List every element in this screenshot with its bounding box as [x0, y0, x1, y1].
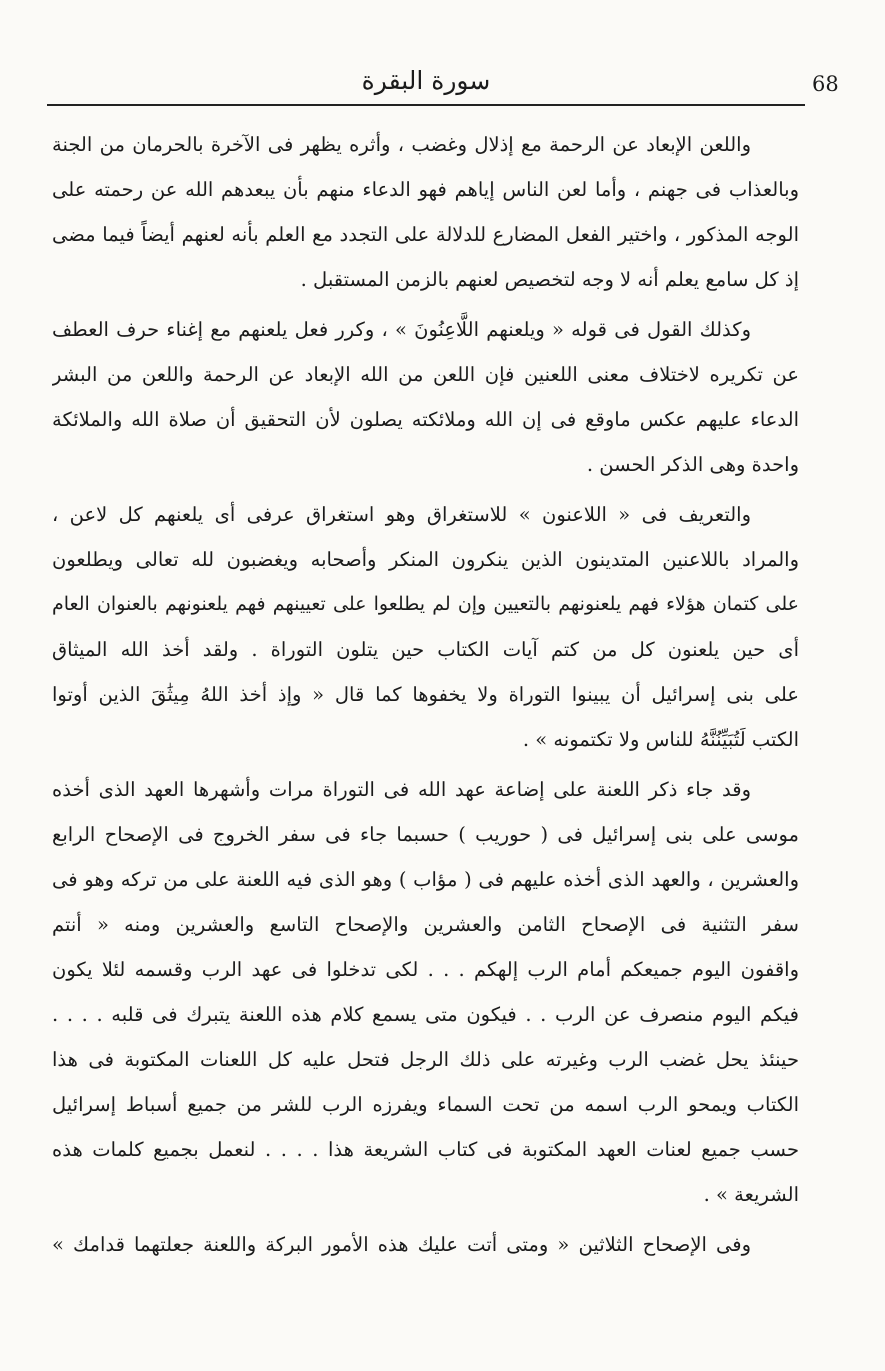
text-line: فيكم اليوم منصرف عن الرب . . فيكون متى يسمع كلام هذه اللعنة يتبرك فى قلبه . . . . — [52, 1003, 799, 1026]
text-line: الشريعة » . — [703, 1183, 799, 1206]
text-line: واللعن الإبعاد عن الرحمة مع إذلال وغضب ، وأثره يظهر فى الآخرة بالحرمان من الجنة — [52, 133, 751, 156]
text-line: وفى الإصحاح الثلاثين « ومتى أتت عليك هذه الأمور البركة واللعنة جعلتهما قدامك » — [52, 1233, 751, 1256]
paragraph — [52, 307, 799, 487]
text-line: وقد جاء ذكر اللعنة على إضاعة عهد الله فى التوراة مرات وأشهرها العهد الذى أخذه — [52, 778, 751, 801]
text-line: موسى على بنى إسرائيل فى ( حوريب ) حسبما جاء فى سفر الخروج فى الإصحاح الرابع — [52, 823, 799, 846]
text-line: سفر التثنية فى الإصحاح الثامن والعشرين والإصحاح التاسع والعشرين ومنه « أنتم — [52, 913, 799, 936]
text-line: على كتمان هؤلاء فهم يلعنونهم بالتعيين وإن لم يطلعوا على تعيينهم فهم يلعنونهم بالعنوان العام — [52, 593, 799, 615]
text-line: حسب جميع لعنات العهد المكتوبة فى كتاب الشريعة هذا . . . . لنعمل بجميع كلمات هذه — [52, 1138, 799, 1161]
body-text — [52, 122, 799, 1267]
running-title: سورة البقرة — [361, 66, 491, 95]
text-line: عن تكريره لاختلاف معنى اللعنين فإن اللعن من الله الإبعاد عن الرحمة واللعن من البشر — [52, 363, 799, 386]
text-line: والتعريف فى « اللاعنون » للاستغراق وهو استغراق عرفى أى يلعنهم كل لاعن ، — [52, 503, 751, 526]
text-line: الوجه المذكور ، واختير الفعل المضارع للدلالة على التجدد مع العلم بأنه لعنهم أيضاً فيما مضى — [52, 223, 799, 246]
paragraph — [52, 492, 799, 762]
text-line: إذ كل سامع يعلم أنه لا وجه لتخصيص لعنهم بالزمن المستقبل . — [300, 268, 799, 291]
text-line: واقفون اليوم جميعكم أمام الرب إلهكم . . . لكى تدخلوا فى عهد الرب وقسمه لئلا يكون — [52, 958, 799, 981]
page-number: 68 — [812, 72, 839, 96]
text-line: الدعاء عليهم عكس ماوقع فى إن الله وملائكته يصلون لأن التحقيق أن صلاة الله والملائكة — [52, 408, 799, 431]
text-line: والمراد باللاعنين المتدينون الذين ينكرون المنكر وأصحابه ويغضبون لله تعالى ويطلعون — [52, 548, 799, 571]
header-rule — [47, 104, 805, 106]
paragraph — [52, 122, 799, 302]
text-line: واحدة وهى الذكر الحسن . — [586, 453, 799, 476]
text-line: وكذلك القول فى قوله « ويلعنهم اللَّاعِنُونَ » ، وكرر فعل يلعنهم مع إغناء حرف العطف — [52, 318, 751, 341]
paragraph — [52, 1222, 799, 1267]
text-line: على بنى إسرائيل أن يبينوا التوراة ولا يخفوها كما قال « وإذ أخذ اللهُ مِيثَٰقَ الذين أوتوا — [52, 683, 799, 706]
text-line: الكتاب ويمحو الرب اسمه من تحت السماء ويفرزه الرب للشر من جميع أسباط إسرائيل — [52, 1093, 799, 1116]
page-header — [47, 62, 839, 102]
paragraph — [52, 767, 799, 1217]
text-line: حينئذ يحل غضب الرب وغيرته على ذلك الرجل فتحل عليه كل اللعنات المكتوبة فى هذا — [52, 1048, 799, 1071]
text-line: أى حين يلعنون كل من كتم آيات الكتاب حين يتلون التوراة . ولقد أخذ الله الميثاق — [52, 638, 799, 661]
text-line: وبالعذاب فى جهنم ، وأما لعن الناس إياهم فهو الدعاء منهم بأن يبعدهم الله عن رحمته على — [52, 178, 799, 201]
text-line: والعشرين ، والعهد الذى أخذه عليهم فى ( مؤاب ) وهو الذى فيه اللعنة على من تركه وهو فى — [52, 868, 799, 891]
text-line: الكتب لَتُبَيِّنُنَّهُ للناس ولا تكتمونه » . — [522, 728, 799, 751]
